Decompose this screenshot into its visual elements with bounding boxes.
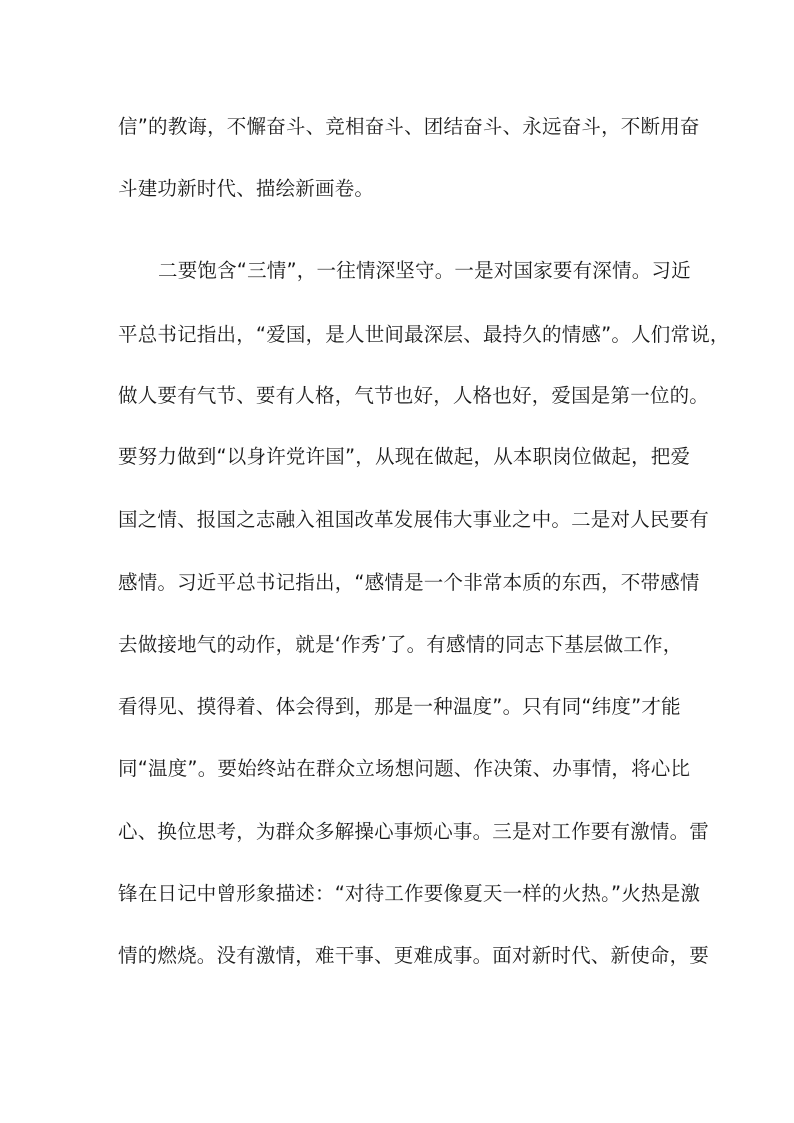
paragraph-line: 信”的教诲，不懈奋斗、竞相奋斗、团结奋斗、永远奋斗，不断用奋 bbox=[118, 115, 700, 138]
paragraph-line: 心、换位思考，为群众多解操心事烦心事。三是对工作要有激情。雷 bbox=[118, 820, 710, 843]
paragraph-line: 斗建功新时代、描绘新画卷。 bbox=[118, 177, 375, 200]
paragraph-line: 情的燃烧。没有激情，难干事、更难成事。面对新时代、新使命，要 bbox=[118, 944, 710, 967]
paragraph-line: 同“温度”。要始终站在群众立场想问题、作决策、办事情，将心比 bbox=[118, 757, 691, 780]
paragraph-line: 去做接地气的动作，就是‘作秀’了。有感情的同志下基层做工作， bbox=[118, 633, 683, 656]
paragraph-line: 看得见、摸得着、体会得到，那是一种温度”。只有同“纬度”才能 bbox=[118, 695, 681, 718]
paragraph-first-line: 二要饱含“三情”，一往情深坚守。一是对国家要有深情。习近 bbox=[158, 259, 691, 282]
paragraph-line: 感情。习近平总书记指出，“感情是一个非常本质的东西，不带感情 bbox=[118, 571, 700, 594]
paragraph-line: 国之情、报国之志融入祖国改革发展伟大事业之中。二是对人民要有 bbox=[118, 508, 710, 531]
paragraph-line: 平总书记指出，“爱国，是人世间最深层、最持久的情感”。人们常说， bbox=[118, 323, 730, 346]
paragraph-line: 要努力做到“以身许党许国”，从现在做起，从本职岗位做起，把爱 bbox=[118, 445, 691, 468]
paragraph-line: 锋在日记中曾形象描述：“对待工作要像夏天一样的火热。”火热是激 bbox=[118, 882, 701, 905]
paragraph-line: 做人要有气节、要有人格，气节也好，人格也好，爱国是第一位的。 bbox=[118, 384, 710, 407]
